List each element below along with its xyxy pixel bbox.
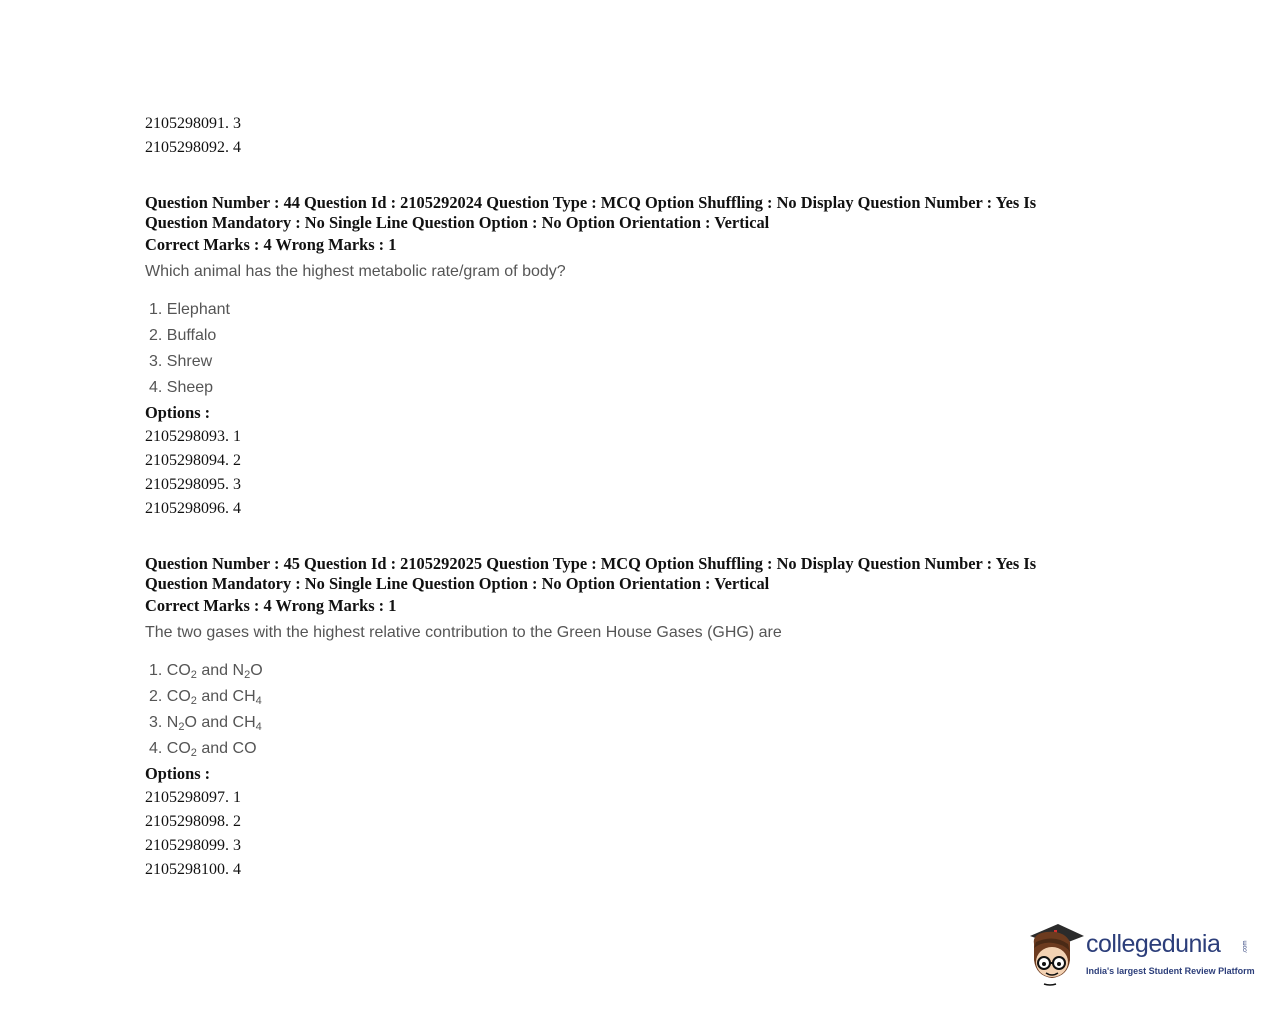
logo-wordmark: collegedunia [1086,930,1221,958]
option-id-line: 2105298094. 2 [145,452,241,469]
options-label: Options : [145,403,211,422]
option-id-line: 2105298097. 1 [145,789,241,806]
option-id-line: 2105298093. 1 [145,428,241,445]
question-meta-line1: Question Number : 44 Question Id : 2105292024 Question Type : MCQ Option Shuffling : No Display Question Number : Yes Is [145,193,1037,212]
answer-choice: 4. Sheep [149,379,214,396]
answer-choice: 3. $N_2O$ and $CH_4$ [149,714,262,733]
answer-choice: 3. Shrew [149,353,213,370]
answer-choice: 4. $CO_2$ and CO [149,740,257,759]
option-id-line: 2105298092. 4 [145,139,241,156]
option-id-line: 2105298095. 3 [145,476,241,493]
logo-domain: .com [1242,940,1249,954]
option-id-line: 2105298099. 3 [145,837,241,854]
answer-choice: 1. Elephant [149,301,230,318]
option-id-line: 2105298100. 4 [145,861,241,878]
answer-choice: 2. $CO_2$ and $CH_4$ [149,688,262,707]
choice-list [149,658,1145,762]
choice-list [149,297,1145,401]
answer-choice: 1. $CO_2$ and $N_2O$ [149,662,263,681]
logo-tagline: India's largest Student Review Platform [1086,966,1255,976]
question-marks: Correct Marks : 4 Wrong Marks : 1 [145,235,397,254]
mascot-icon [1024,920,1086,990]
question-marks: Correct Marks : 4 Wrong Marks : 1 [145,596,397,615]
options-label: Options : [145,764,211,783]
question-paper [145,112,1145,882]
option-id-line: 2105298091. 3 [145,115,241,132]
collegedunia-logo [1024,920,1254,990]
question-text: The two gases with the highest relative contribution to the Green House Gases (GHG) are [145,624,782,641]
question-meta-line2: Question Mandatory : No Single Line Question Option : No Option Orientation : Vertical [145,213,770,232]
answer-choice: 2. Buffalo [149,327,217,344]
question-text: Which animal has the highest metabolic rate/gram of body? [145,263,566,280]
question-meta-line2: Question Mandatory : No Single Line Question Option : No Option Orientation : Vertical [145,574,770,593]
option-id-line: 2105298096. 4 [145,500,241,517]
option-id-line: 2105298098. 2 [145,813,241,830]
question-block-44 [145,193,1145,521]
question-meta-line1: Question Number : 45 Question Id : 2105292025 Question Type : MCQ Option Shuffling : No Display Question Number : Yes Is [145,554,1037,573]
question-block-45 [145,554,1145,882]
top-options [145,112,1145,160]
